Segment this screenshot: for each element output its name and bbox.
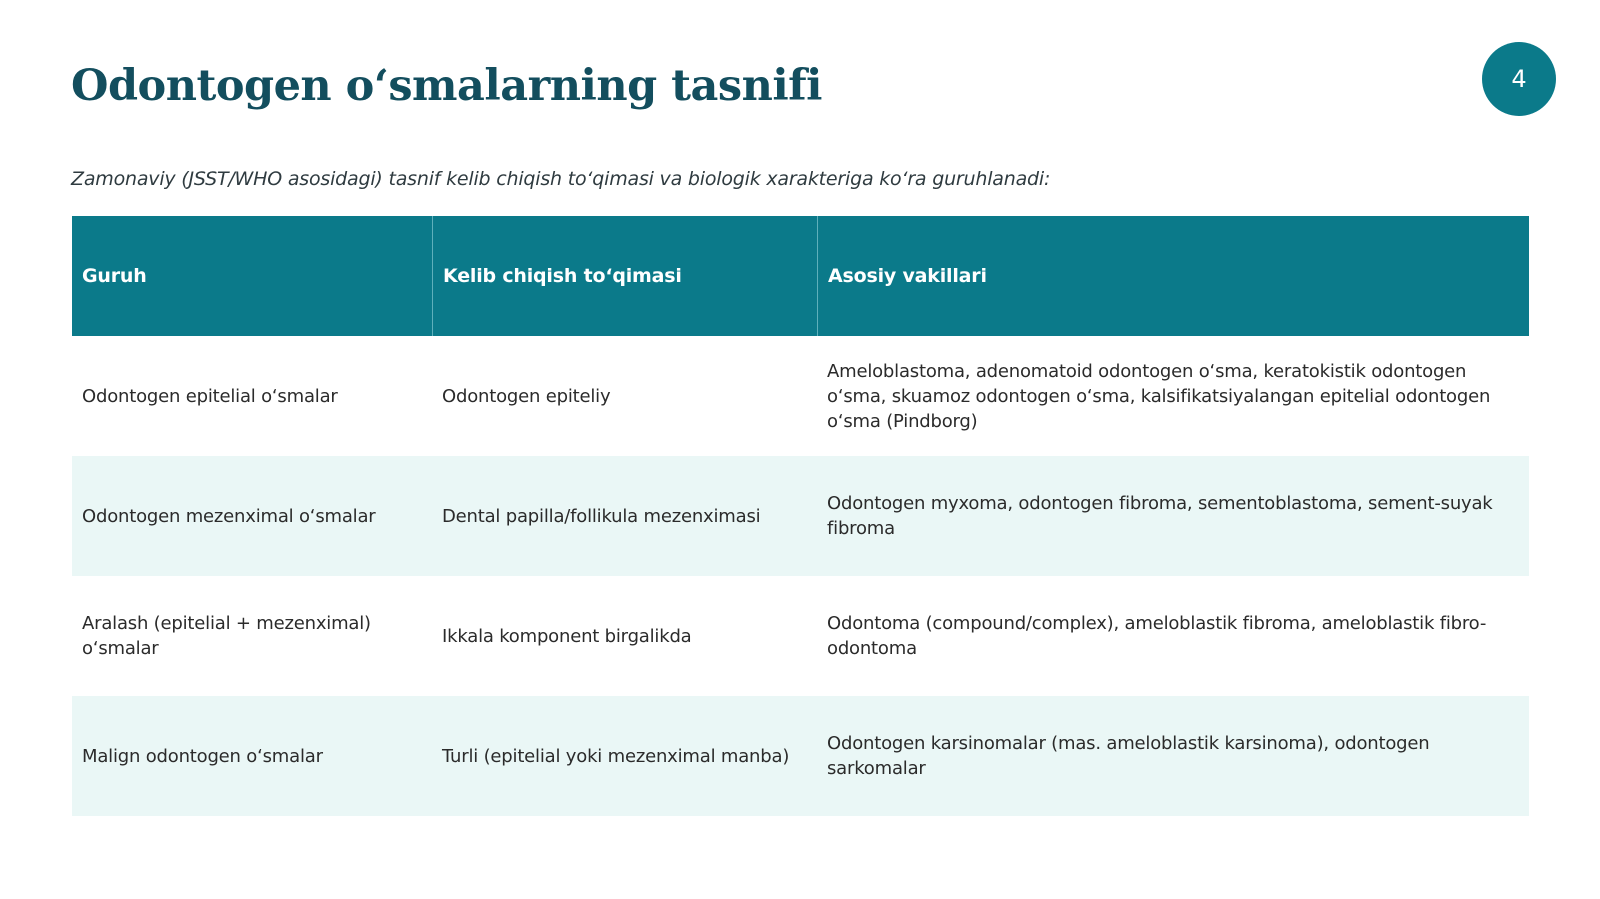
table-row [72,696,1529,816]
table-cell-representatives: Ameloblastoma, adenomatoid odontogen o‘sma, keratokistik odontogen o‘sma, skuamoz odontogen o‘sma, kalsifikatsiyalangan epitelial odontogen o‘sma (Pindborg) [827,360,1491,432]
page-title: Odontogen o‘smalarning tasnifi [71,61,823,111]
table-cell-origin: Dental papilla/follikula mezenximasi [442,505,761,527]
table-cell-origin: Ikkala komponent birgalikda [442,625,692,647]
table-cell-origin: Odontogen epiteliy [442,385,611,407]
header-cell-group: Guruh [82,264,147,287]
page-number-badge: 4 [1482,42,1556,116]
classification-table [72,216,1529,816]
slide-subtitle: Zamonaviy (JSST/WHO asosidagi) tasnif kelib chiqish to‘qimasi va biologik xarakteriga ko‘ra guruhlanadi: [71,168,1051,190]
header-cell-representatives: Asosiy vakillari [817,216,1529,336]
table-cell-group: Malign odontogen o‘smalar [82,745,323,767]
table-header-row [72,216,1529,336]
table-row [72,456,1529,576]
table-cell-group: Odontogen epitelial o‘smalar [82,385,338,407]
header-cell-origin: Kelib chiqish to‘qimasi [432,216,817,336]
table-row [72,336,1529,456]
table-cell-representatives: Odontogen karsinomalar (mas. ameloblastik karsinoma), odontogen sarkomalar [827,733,1430,779]
table-cell-group: Aralash (epitelial + mezenximal) o‘smalar [82,613,371,659]
table-cell-group: Odontogen mezenximal o‘smalar [82,505,376,527]
table-cell-representatives: Odontogen myxoma, odontogen fibroma, sementoblastoma, sement-suyak fibroma [827,493,1493,539]
table-row [72,576,1529,696]
table-cell-origin: Turli (epitelial yoki mezenximal manba) [442,745,790,767]
table-cell-representatives: Odontoma (compound/complex), ameloblastik fibroma, ameloblastik fibro-odontoma [827,613,1487,659]
